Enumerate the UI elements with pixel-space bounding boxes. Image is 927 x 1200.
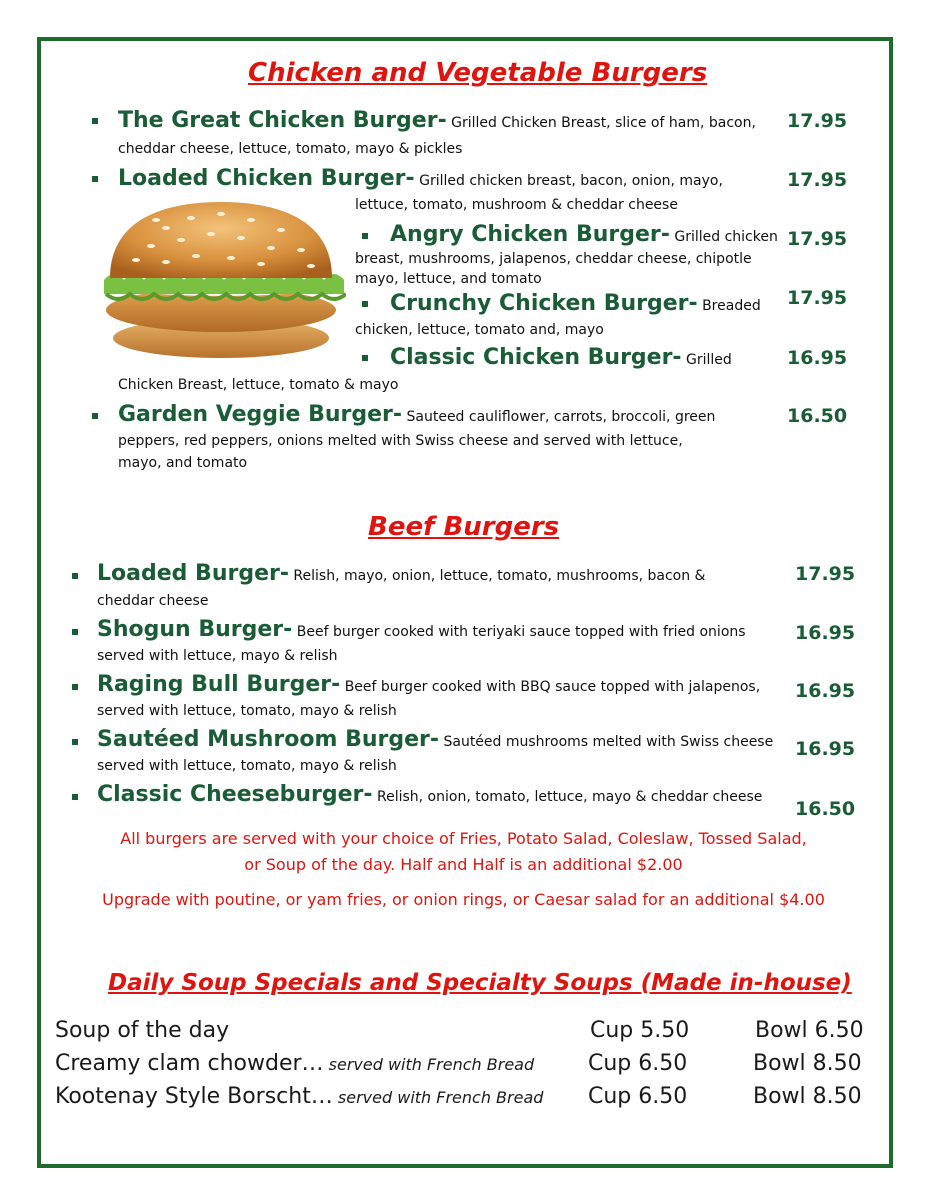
item-name: Loaded Chicken Burger- <box>118 166 415 191</box>
item-desc-line: lettuce, tomato, mushroom & cheddar cheese <box>355 197 678 213</box>
section-title-beef: Beef Burgers <box>368 512 560 542</box>
soup-cup-price: Cup 6.50 <box>588 1051 688 1076</box>
soup-row <box>55 1084 543 1109</box>
bullet <box>362 301 368 307</box>
item-desc: Grilled chicken breast, bacon, onion, mayo, <box>414 173 723 189</box>
item-desc-line: served with lettuce, mayo & relish <box>97 648 338 664</box>
item-name: Loaded Burger- <box>97 561 289 586</box>
item-desc-line: mayo, and tomato <box>118 455 248 471</box>
item-price: 17.95 <box>787 110 848 132</box>
bullet <box>92 176 98 182</box>
item-desc-line: cheddar cheese <box>97 593 209 609</box>
burger-illustration <box>96 198 346 360</box>
menu-item-loaded-chicken <box>118 166 723 191</box>
menu-item-garden-veggie <box>118 402 715 427</box>
item-name: Angry Chicken Burger- <box>390 222 670 247</box>
sides-note: or Soup of the day. Half and Half is an additional $2.00 <box>244 855 683 874</box>
item-desc-line: breast, mushrooms, jalapenos, cheddar cheese, chipotle <box>355 251 752 267</box>
soup-row <box>55 1018 229 1043</box>
menu-item-shogun-burger <box>97 617 746 642</box>
item-price: 16.50 <box>795 798 856 820</box>
item-name: The Great Chicken Burger- <box>118 108 447 133</box>
item-desc: Grilled Chicken Breast, slice of ham, bacon, <box>446 115 756 131</box>
item-desc: Sauteed cauliflower, carrots, broccoli, green <box>402 409 716 425</box>
bullet <box>92 118 98 124</box>
item-desc: Relish, mayo, onion, lettuce, tomato, mushrooms, bacon & <box>288 568 706 584</box>
item-desc-line: chicken, lettuce, tomato and, mayo <box>355 322 604 338</box>
soup-bowl-price: Bowl 8.50 <box>753 1084 862 1109</box>
item-price: 16.50 <box>787 405 848 427</box>
soup-name: Soup of the day <box>55 1018 230 1043</box>
item-price: 17.95 <box>787 169 848 191</box>
chicken-burger-photo <box>96 198 346 360</box>
sides-note: All burgers are served with your choice of Fries, Potato Salad, Coleslaw, Tossed Salad, <box>120 829 807 848</box>
menu-item-classic-cheeseburger <box>97 782 762 807</box>
item-desc: Relish, onion, tomato, lettuce, mayo & cheddar cheese <box>372 789 763 805</box>
item-name: Classic Chicken Burger- <box>390 345 682 370</box>
item-desc: Beef burger cooked with BBQ sauce topped with jalapenos, <box>340 679 761 695</box>
bullet <box>72 684 78 690</box>
item-name: Shogun Burger- <box>97 617 293 642</box>
upgrade-note: Upgrade with poutine, or yam fries, or onion rings, or Caesar salad for an additional $4.00 <box>102 890 825 909</box>
menu-item-crunchy-chicken <box>390 291 761 316</box>
item-desc-line: served with lettuce, tomato, mayo & relish <box>97 703 397 719</box>
section-title-chicken: Chicken and Vegetable Burgers <box>248 58 708 88</box>
bullet <box>362 233 368 239</box>
item-name: Classic Cheeseburger- <box>97 782 373 807</box>
item-desc-line: mayo, lettuce, and tomato <box>355 271 542 287</box>
soup-name: Creamy clam chowder… <box>55 1051 324 1076</box>
soup-bowl-price: Bowl 6.50 <box>755 1018 864 1043</box>
soup-cup-price: Cup 6.50 <box>588 1084 688 1109</box>
item-desc: Breaded <box>697 298 761 314</box>
item-price: 16.95 <box>795 680 856 702</box>
bullet <box>72 739 78 745</box>
bullet <box>72 629 78 635</box>
item-desc-line: peppers, red peppers, onions melted with Swiss cheese and served with lettuce, <box>118 433 683 449</box>
soup-name: Kootenay Style Borscht… <box>55 1084 333 1109</box>
item-desc-line: served with lettuce, tomato, mayo & relish <box>97 758 397 774</box>
item-price: 16.95 <box>795 738 856 760</box>
bullet <box>72 794 78 800</box>
item-price: 16.95 <box>787 347 848 369</box>
menu-item-classic-chicken <box>390 345 732 370</box>
soup-bowl-price: Bowl 8.50 <box>753 1051 862 1076</box>
item-desc: Beef burger cooked with teriyaki sauce topped with fried onions <box>292 624 746 640</box>
item-desc: Grilled <box>681 352 732 368</box>
item-name: Garden Veggie Burger- <box>118 402 403 427</box>
menu-item-great-chicken <box>118 108 756 133</box>
item-name: Sautéed Mushroom Burger- <box>97 727 440 752</box>
menu-item-angry-chicken <box>390 222 778 247</box>
item-price: 17.95 <box>795 563 856 585</box>
menu-item-raging-bull-burger <box>97 672 760 697</box>
soup-suffix: served with French Bread <box>332 1088 544 1107</box>
bullet <box>362 355 368 361</box>
menu-item-sauteed-mushroom-burger <box>97 727 773 752</box>
soup-cup-price: Cup 5.50 <box>590 1018 690 1043</box>
item-desc: Sautéed mushrooms melted with Swiss cheese <box>439 734 774 750</box>
item-name: Raging Bull Burger- <box>97 672 341 697</box>
bullet <box>72 573 78 579</box>
item-name: Crunchy Chicken Burger- <box>390 291 698 316</box>
item-price: 17.95 <box>787 287 848 309</box>
item-price: 16.95 <box>795 622 856 644</box>
section-title-soups: Daily Soup Specials and Specialty Soups (Made in-house) <box>108 970 852 996</box>
soup-suffix: served with French Bread <box>323 1055 535 1074</box>
item-desc: Grilled chicken <box>669 229 778 245</box>
item-desc-line: cheddar cheese, lettuce, tomato, mayo & pickles <box>118 141 463 157</box>
menu-item-loaded-burger <box>97 561 705 586</box>
soup-row <box>55 1051 534 1076</box>
bullet <box>92 413 98 419</box>
item-desc-line: Chicken Breast, lettuce, tomato & mayo <box>118 377 399 393</box>
item-price: 17.95 <box>787 228 848 250</box>
